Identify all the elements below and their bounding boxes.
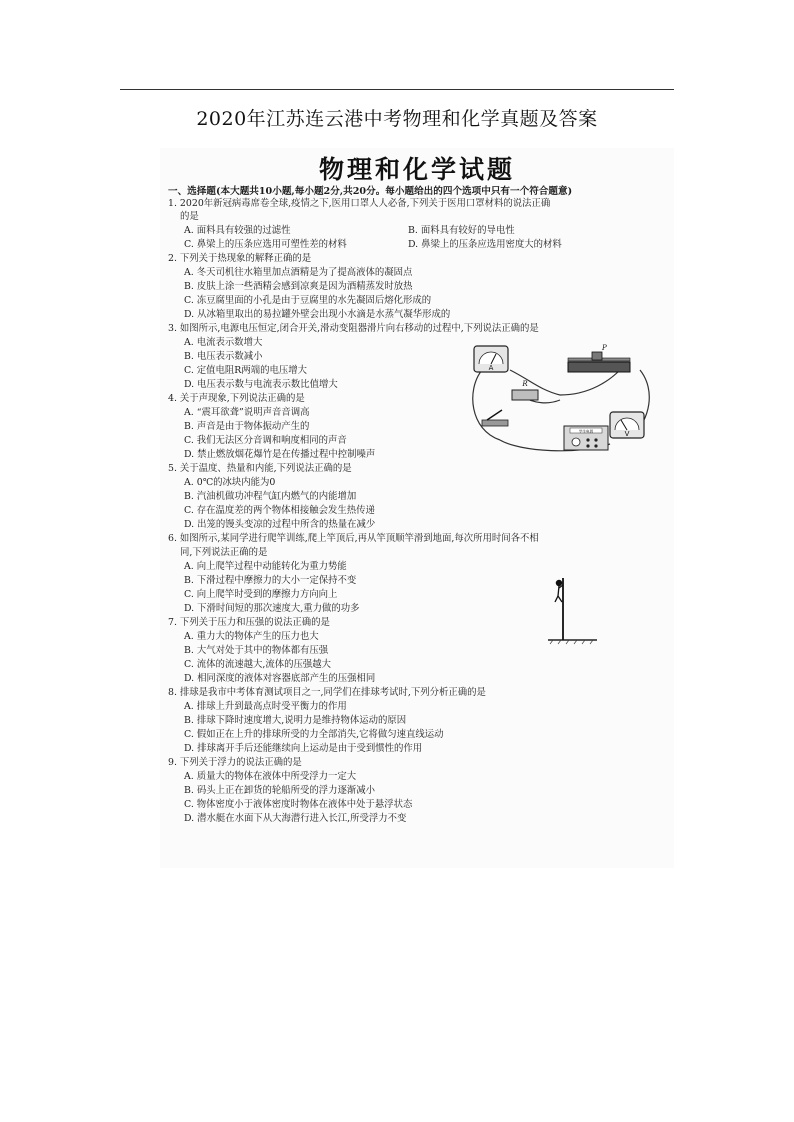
q4-stem: 4. 关于声现象,下列说法正确的是 [168,393,305,404]
resistor-label: R [522,380,528,388]
q6-option-b: B. 下滑过程中摩擦力的大小一定保持不变 [184,575,357,586]
climber-icon [555,580,563,602]
q6-option-a: A. 向上爬竿过程中动能转化为重力势能 [184,561,347,572]
slider-label: P [602,344,607,352]
q8-option-c: C. 假如正在上升的排球所受的力全部消失,它将做匀速直线运动 [184,729,444,740]
q9-stem: 9. 下列关于浮力的说法正确的是 [168,757,302,768]
q1-stem-line-2: 的是 [180,211,199,222]
q5-option-a: A. 0℃的冰块内能为0 [184,477,276,488]
q7-option-d: D. 相同深度的液体对容器底部产生的压强相同 [184,673,376,684]
section-one-heading: 一、选择题(本大题共10小题,每小题2分,共20分。每小题给出的四个选项中只有一个符合题意) [168,186,573,197]
q7-option-b: B. 大气对处于其中的物体都有压强 [184,645,329,656]
q5-option-d: D. 出笼的馒头变凉的过程中所含的热量在减少 [184,519,376,530]
q7-stem: 7. 下列关于压力和压强的说法正确的是 [168,617,330,628]
q5-option-b: B. 汽油机做功冲程气缸内燃气的内能增加 [184,491,357,502]
switch-icon [482,410,508,426]
q9-option-a: A. 质量大的物体在液体中所受浮力一定大 [184,771,357,782]
q2-option-c: C. 冻豆腐里面的小孔是由于豆腐里的水先凝固后熔化形成的 [184,295,432,306]
q9-option-b: B. 码头上正在卸货的轮船所受的浮力逐渐减小 [184,785,375,796]
q8-option-b: B. 排球下降时速度增大,说明力是维持物体运动的原因 [184,715,407,726]
q3-option-d: D. 电压表示数与电流表示数比值增大 [184,379,338,390]
q5-stem: 5. 关于温度、热量和内能,下列说法正确的是 [168,463,352,474]
q7-option-a: A. 重力大的物体产生的压力也大 [184,631,319,642]
rheostat-icon [568,344,630,372]
voltmeter-icon [610,412,644,438]
q6-option-c: C. 向上爬竿时受到的摩擦力方向向上 [184,589,338,600]
pole-climbing-figure [545,576,600,646]
q6-stem-line-1: 6. 如图所示,某同学进行爬竿训练,爬上竿顶后,再从竿顶顺竿滑到地面,每次所用时间各不相 [168,533,539,544]
q2-stem: 2. 下列关于热现象的解释正确的是 [168,253,312,264]
q1-option-c: C. 鼻梁上的压条应选用可塑性差的材料 [184,239,347,250]
q2-option-b: B. 皮肤上涂一些酒精会感到凉爽是因为酒精蒸发时放热 [184,281,413,292]
q4-option-d: D. 禁止燃放烟花爆竹是在传播过程中控制噪声 [184,449,376,460]
q2-option-d: D. 从冰箱里取出的易拉罐外壁会出现小水滴是水蒸气凝华形成的 [184,309,451,320]
q7-option-c: C. 流体的流速越大,流体的压强越大 [184,659,332,670]
q2-option-a: A. 冬天司机往水箱里加点酒精是为了提高液体的凝固点 [184,267,413,278]
q1-option-a: A. 面料具有较强的过滤性 [184,225,291,236]
q4-option-b: B. 声音是由于物体振动产生的 [184,421,310,432]
voltmeter-label: V [624,430,630,438]
q3-option-c: C. 定值电阻R两端的电压增大 [184,365,307,376]
q6-stem-line-2: 同,下列说法正确的是 [180,547,268,558]
power-supply-label: 学生电源 [578,429,594,434]
header-rule [120,89,674,90]
q4-option-c: C. 我们无法区分音调和响度相同的声音 [184,435,347,446]
ammeter-icon [474,346,508,372]
document-heading: 2020年江苏连云港中考物理和化学真题及答案 [196,108,598,130]
ammeter-label: A [488,364,494,372]
q8-stem: 8. 排球是我市中考体育测试项目之一,同学们在排球考试时,下列分析正确的是 [168,687,486,698]
q1-option-b: B. 面料具有较好的导电性 [408,225,515,236]
q4-option-a: A. “震耳欲聋”说明声音音调高 [184,407,310,418]
resistor-icon [512,380,538,400]
q1-stem-line-1: 1. 2020年新冠病毒席卷全球,疫情之下,医用口罩人人必备,下列关于医用口罩材料的说法正确 [168,198,551,209]
q3-stem: 3. 如图所示,电源电压恒定,闭合开关,滑动变阻器滑片向右移动的过程中,下列说法正确的是 [168,323,539,334]
q9-option-c: C. 物体密度小于液体密度时物体在液体中处于悬浮状态 [184,799,413,810]
scanned-exam-page [160,148,674,868]
q8-option-d: D. 排球离开手后还能继续向上运动是由于受到惯性的作用 [184,743,423,754]
q3-option-a: A. 电流表示数增大 [184,337,263,348]
circuit-diagram [460,340,650,458]
q8-option-a: A. 排球上升到最高点时受平衡力的作用 [184,701,347,712]
exam-title: 物理和化学试题 [318,155,515,184]
q3-option-b: B. 电压表示数减小 [184,351,263,362]
q6-option-d: D. 下滑时间短的那次速度大,重力做的功多 [184,603,360,614]
q1-option-d: D. 鼻梁上的压条应选用密度大的材料 [408,239,562,250]
power-supply-icon [564,426,608,450]
q5-option-c: C. 存在温度差的两个物体相接触会发生热传递 [184,505,375,516]
q9-option-d: D. 潜水艇在水面下从大海潜行进入长江,所受浮力不变 [184,813,407,824]
